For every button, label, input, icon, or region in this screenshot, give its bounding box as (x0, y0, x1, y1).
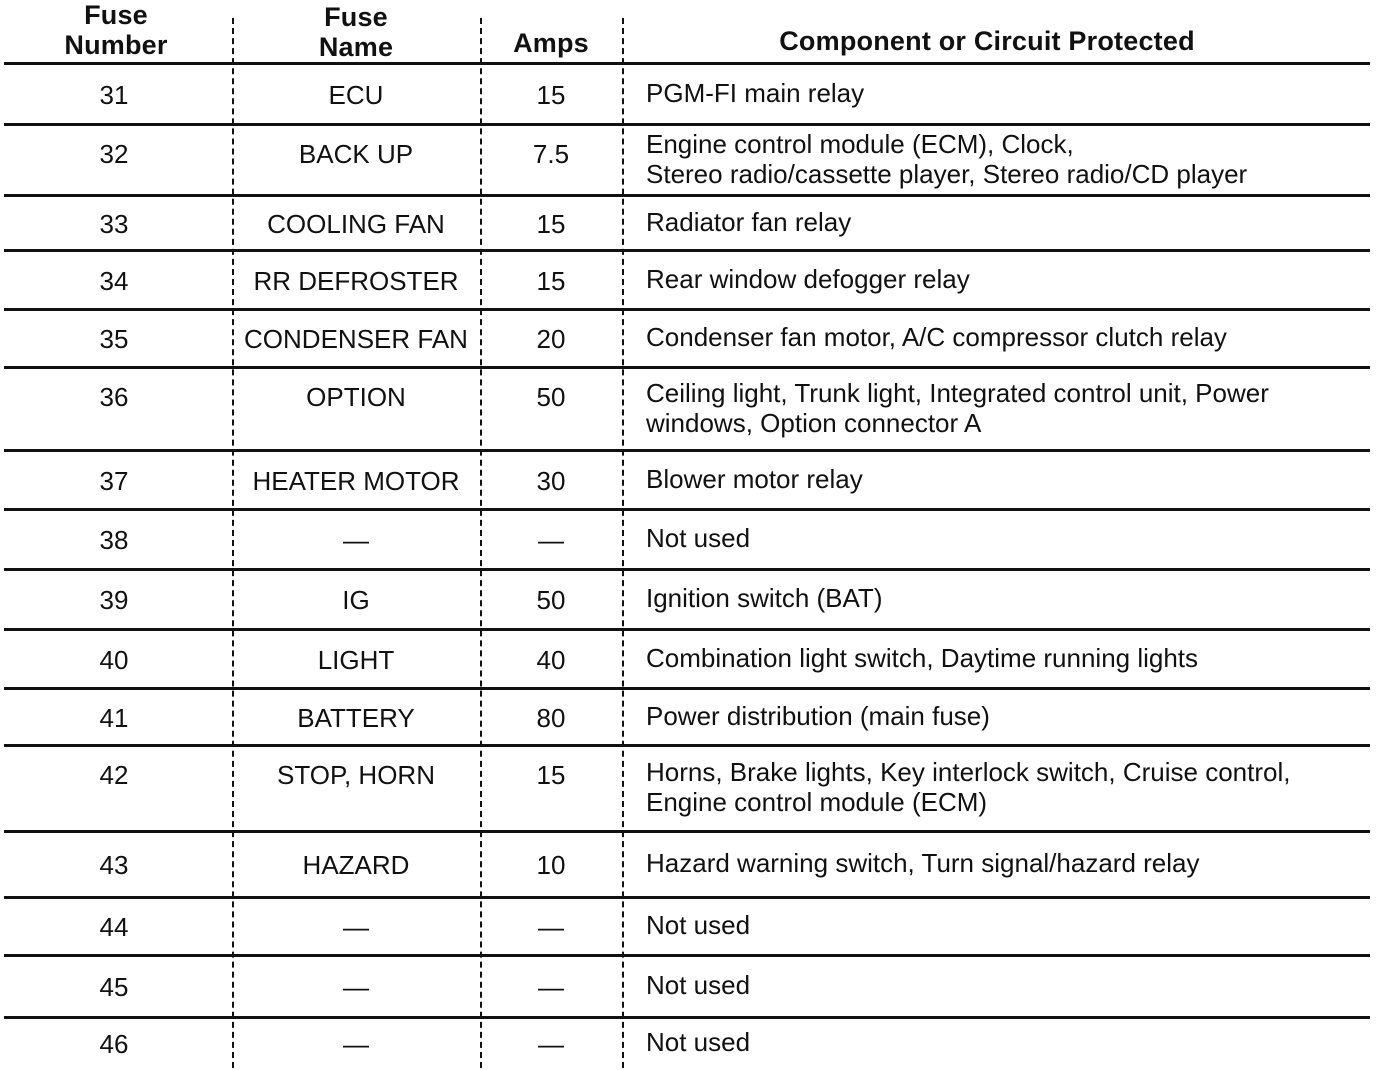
amps-cell: — (538, 972, 564, 1002)
fuse-number-cell: 42 (99, 760, 129, 790)
amps-cell: 15 (536, 265, 566, 296)
fuse-number-cell: 31 (99, 80, 129, 110)
component-line: Ignition switch (BAT) (646, 583, 883, 613)
fuse-name-cell: — (343, 972, 369, 1002)
component-cell (646, 322, 1376, 352)
fuse-name-cell: HAZARD (302, 850, 410, 880)
component-line: Radiator fan relay (646, 206, 852, 237)
amps-cell: 50 (536, 585, 566, 615)
amps-cell: — (538, 912, 564, 942)
fuse-name-cell: — (343, 1029, 369, 1059)
row-divider (4, 687, 1370, 690)
header-fuse-name-line1: Fuse (324, 2, 388, 32)
component-cell (646, 464, 1376, 494)
fuse-name-cell: HEATER MOTOR (252, 465, 460, 496)
row-divider (4, 249, 1370, 252)
header-amps-label: Amps (513, 28, 589, 58)
component-cell (646, 701, 1376, 731)
header-amps (480, 28, 622, 58)
column-divider (622, 18, 624, 1068)
amps-cell: 7.5 (532, 139, 570, 169)
component-line: Engine control module (ECM), Clock, (646, 128, 1074, 159)
header-fuse-number-line2: Number (64, 30, 168, 60)
component-cell (646, 129, 1376, 189)
column-divider (480, 18, 482, 1068)
amps-cell: 20 (536, 324, 566, 354)
fuse-number-cell: 36 (99, 382, 129, 412)
component-line: Condenser fan motor, A/C compressor clutch relay (646, 322, 1227, 352)
header-fuse-name (232, 2, 480, 62)
component-line: Ceiling light, Trunk light, Integrated control unit, Power (646, 377, 1269, 408)
fuse-name-cell: STOP, HORN (277, 760, 435, 790)
amps-cell: 10 (536, 850, 566, 880)
header-fuse-name-line2: Name (318, 32, 394, 62)
row-divider (4, 449, 1370, 452)
component-line: Not used (646, 970, 751, 1000)
row-divider (4, 308, 1370, 311)
fuse-name-cell: RR DEFROSTER (253, 265, 459, 296)
component-line: Not used (646, 910, 751, 940)
component-line: PGM-FI main relay (646, 78, 865, 108)
component-cell (646, 848, 1376, 878)
amps-cell: 30 (536, 465, 566, 496)
amps-cell: 15 (536, 760, 566, 790)
row-divider (4, 954, 1370, 957)
column-divider (232, 18, 234, 1068)
row-divider (4, 366, 1370, 369)
fuse-number-cell: 44 (99, 912, 129, 942)
amps-cell: 15 (536, 80, 566, 110)
fuse-number-cell: 43 (99, 850, 129, 880)
fuse-number-cell: 41 (99, 702, 129, 733)
fuse-number-cell: 45 (99, 972, 129, 1002)
fuse-name-cell: BACK UP (298, 139, 414, 169)
component-cell (646, 207, 1376, 237)
fuse-name-cell: LIGHT (317, 644, 395, 675)
component-line: Rear window defogger relay (646, 263, 970, 294)
amps-cell: — (538, 1029, 564, 1059)
header-component-label: Component or Circuit Protected (779, 26, 1195, 56)
fuse-number-cell: 34 (99, 265, 129, 296)
fuse-name-cell: BATTERY (297, 702, 415, 733)
fuse-number-cell: 32 (99, 139, 129, 169)
component-line: Not used (646, 523, 751, 553)
fuse-number-cell: 33 (99, 208, 129, 239)
amps-cell: 40 (536, 644, 566, 675)
row-divider (4, 628, 1370, 631)
row-divider (4, 1016, 1370, 1019)
fuse-number-cell: 38 (99, 525, 129, 555)
header-fuse-number (0, 0, 232, 60)
component-cell (646, 643, 1376, 673)
row-divider (4, 194, 1370, 197)
amps-cell: 80 (536, 702, 566, 733)
fuse-name-cell: COOLING FAN (267, 208, 445, 239)
row-divider (4, 896, 1370, 899)
fuse-name-cell: — (343, 912, 369, 942)
amps-cell: 50 (536, 382, 566, 412)
fuse-number-cell: 39 (99, 585, 129, 615)
amps-cell: 15 (536, 208, 566, 239)
row-divider (4, 123, 1370, 126)
component-cell (646, 523, 1376, 553)
row-divider (4, 744, 1370, 747)
fuse-name-cell: CONDENSER FAN (244, 324, 468, 354)
component-cell (646, 583, 1376, 613)
fuse-name-cell: IG (342, 585, 370, 615)
component-cell (646, 970, 1376, 1000)
component-line: Hazard warning switch, Turn signal/hazard relay (646, 848, 1200, 878)
component-line: Horns, Brake lights, Key interlock switch, Cruise control, (646, 757, 1291, 787)
component-cell (646, 910, 1376, 940)
row-divider (4, 830, 1370, 833)
fuse-number-cell: 35 (99, 324, 129, 354)
fuse-number-cell: 37 (99, 465, 129, 496)
component-line: windows, Option connector A (646, 407, 982, 438)
component-line: Stereo radio/cassette player, Stereo radio/CD player (646, 158, 1248, 189)
amps-cell: — (538, 525, 564, 555)
component-cell (646, 757, 1376, 817)
row-divider (4, 568, 1370, 571)
header-fuse-number-line1: Fuse (84, 0, 148, 30)
component-cell (646, 264, 1376, 294)
fuse-number-cell: 46 (99, 1029, 129, 1059)
fuse-name-cell: ECU (328, 80, 384, 110)
fuse-name-cell: — (343, 525, 369, 555)
component-cell (646, 78, 1376, 108)
component-line: Combination light switch, Daytime running lights (646, 642, 1199, 673)
row-divider (4, 62, 1370, 65)
header-component (622, 26, 1352, 56)
row-divider (4, 508, 1370, 511)
component-line: Power distribution (main fuse) (646, 700, 990, 731)
component-line: Blower motor relay (646, 463, 863, 494)
component-line: Engine control module (ECM) (646, 787, 988, 817)
fuse-name-cell: OPTION (306, 382, 406, 412)
component-line: Not used (646, 1027, 751, 1057)
fuse-number-cell: 40 (99, 644, 129, 675)
component-cell (646, 378, 1376, 438)
component-cell (646, 1027, 1376, 1057)
